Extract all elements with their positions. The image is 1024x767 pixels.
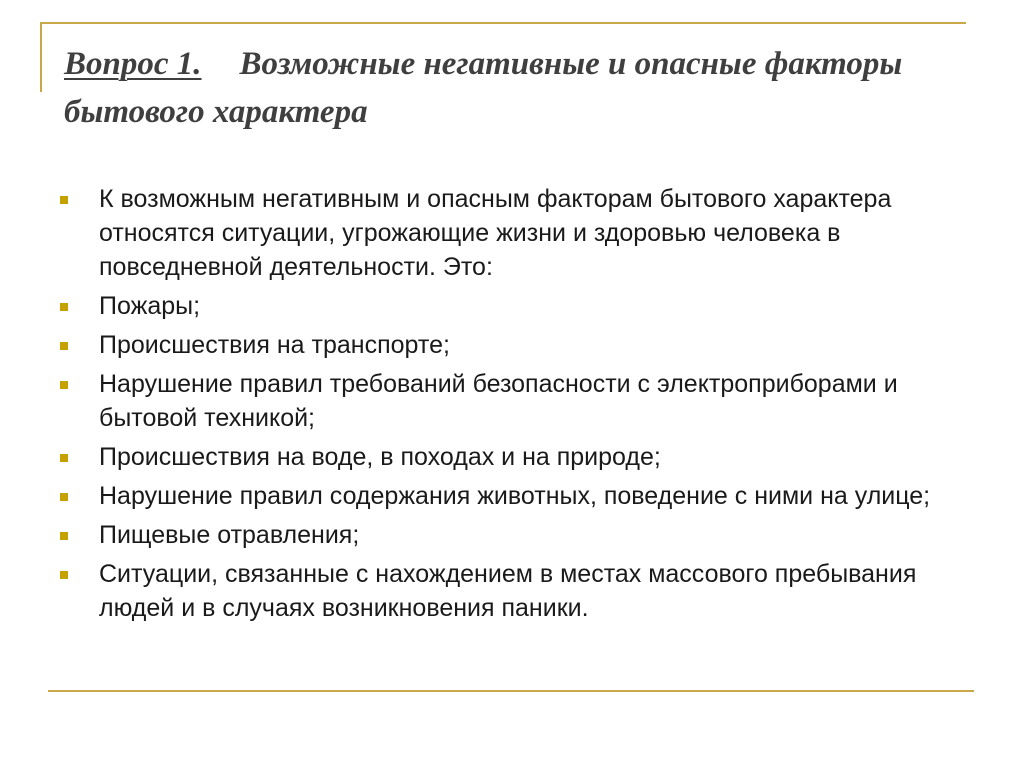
list-item — [60, 328, 960, 362]
list-item — [60, 289, 960, 323]
square-bullet-icon — [60, 532, 68, 540]
list-item — [60, 367, 960, 435]
list-item-text: Происшествия на воде, в походах и на природе; — [99, 443, 661, 471]
list-item — [60, 440, 960, 474]
list-item — [60, 518, 960, 552]
top-rule-divider — [40, 22, 966, 24]
square-bullet-icon — [60, 381, 68, 389]
square-bullet-icon — [60, 196, 68, 204]
square-bullet-icon — [60, 303, 68, 311]
list-item-text: Нарушение правил содержания животных, поведение с ними на улице; — [99, 482, 931, 510]
list-item-text: Пищевые отравления; — [99, 521, 360, 549]
list-item-text: Происшествия на транспорте; — [99, 331, 450, 359]
list-item — [60, 479, 960, 513]
bottom-rule-divider — [48, 690, 974, 692]
list-item — [60, 557, 960, 625]
list-item — [60, 182, 960, 284]
left-rule-divider — [40, 22, 42, 92]
list-item-text: Пожары; — [99, 292, 201, 320]
square-bullet-icon — [60, 342, 68, 350]
square-bullet-icon — [60, 454, 68, 462]
title-question-label: Вопрос 1. — [64, 46, 202, 82]
slide-title — [64, 40, 964, 136]
square-bullet-icon — [60, 571, 68, 579]
list-item-text: Ситуации, связанные с нахождением в местах массового пребывания людей и в случаях возникновения паники. — [99, 560, 917, 622]
title-text: Возможные негативные и опасные факторы бытового характера — [64, 46, 903, 130]
square-bullet-icon — [60, 493, 68, 501]
list-item-text: К возможным негативным и опасным факторам бытового характера относятся ситуации, угрожающие жизни и здоровью человека в повседневной деятельности. Это: — [99, 185, 892, 281]
list-item-text: Нарушение правил требований безопасности с электроприборами и бытовой техникой; — [99, 370, 898, 432]
bullet-list — [60, 182, 960, 630]
